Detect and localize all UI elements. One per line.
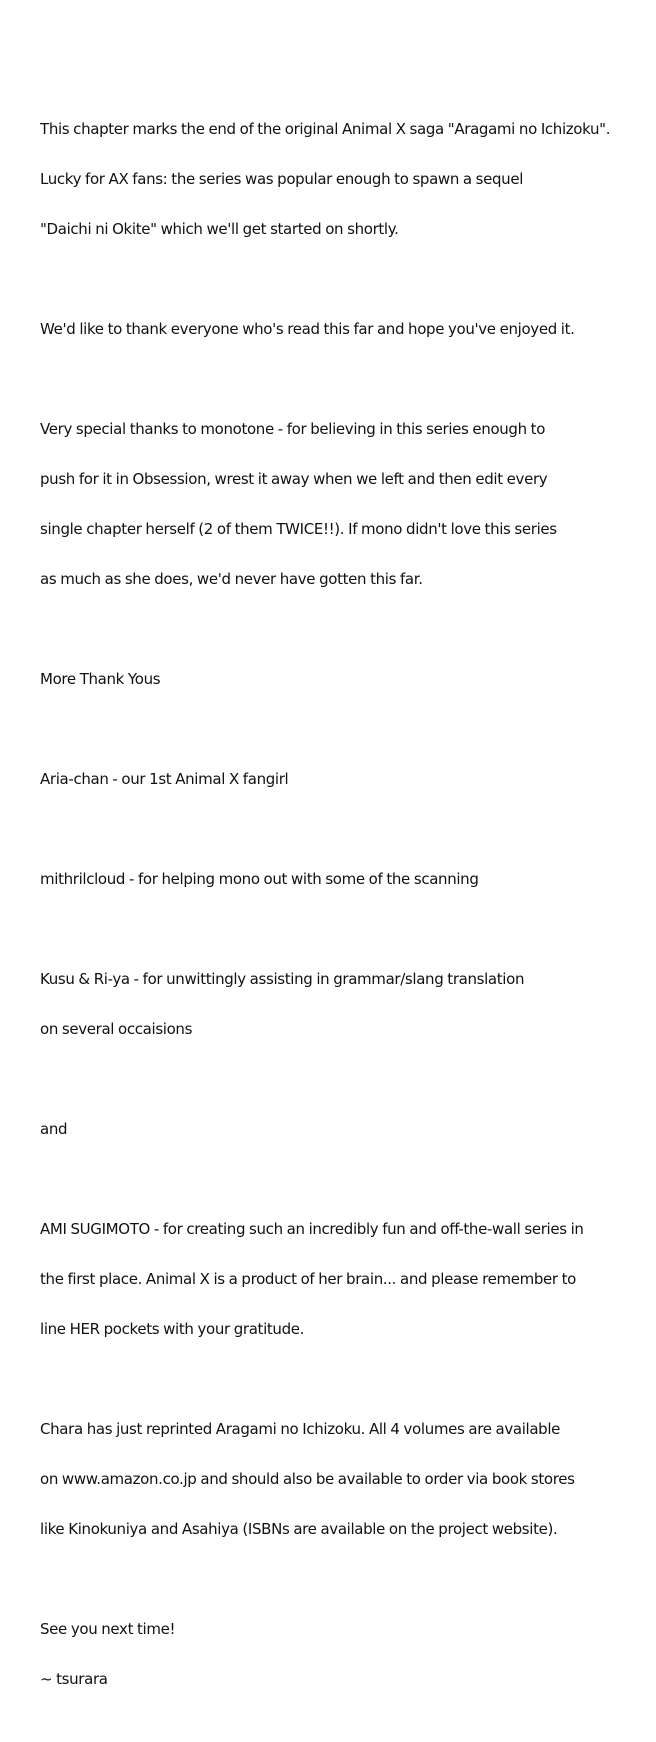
text-line: We'd like to thank everyone who's read this far and hope you've enjoyed it. [40, 320, 575, 338]
text-line: line HER pockets with your gratitude. [40, 1320, 305, 1338]
text-line: mithrilcloud - for helping mono out with some of the scanning [40, 870, 479, 888]
heading-more-thank-yous [40, 642, 650, 717]
text-line: like Kinokuniya and Asahiya (ISBNs are available on the project website). [40, 1520, 558, 1538]
paragraph-thanks-monotone [40, 392, 650, 617]
paragraph-thanks-kusu-riya [40, 942, 650, 1067]
text-line: Kusu & Ri-ya - for unwittingly assisting in grammar/slang translation [40, 970, 525, 988]
text-line: Lucky for AX fans: the series was popular enough to spawn a sequel [40, 170, 524, 188]
text-line: and [40, 1120, 68, 1138]
paragraph-and [40, 1092, 650, 1167]
text-line: See you next time! [40, 1620, 176, 1638]
signature-line: ~ tsurara [40, 1670, 108, 1688]
paragraph-saga-end [40, 92, 650, 267]
text-line: on www.amazon.co.jp and should also be available to order via book stores [40, 1470, 575, 1488]
paragraph-thanks-ami-sugimoto [40, 1192, 650, 1367]
text-line: as much as she does, we'd never have gotten this far. [40, 570, 423, 588]
text-line: Aria-chan - our 1st Animal X fangirl [40, 770, 289, 788]
text-line: "Daichi ni Okite" which we'll get started on shortly. [40, 220, 399, 238]
text-line: This chapter marks the end of the original Animal X saga "Aragami no Ichizoku". [40, 120, 611, 138]
paragraph-sign-off [40, 1592, 650, 1717]
text-line: AMI SUGIMOTO - for creating such an incredibly fun and off-the-wall series in [40, 1220, 584, 1238]
credits-page [40, 92, 650, 1742]
text-line: Very special thanks to monotone - for believing in this series enough to [40, 420, 546, 438]
paragraph-thanks-aria-chan [40, 742, 650, 817]
text-line: More Thank Yous [40, 670, 161, 688]
text-line: on several occaisions [40, 1020, 193, 1038]
paragraph-reprint-info [40, 1392, 650, 1567]
paragraph-thanks-readers [40, 292, 650, 367]
text-line: Chara has just reprinted Aragami no Ichizoku. All 4 volumes are available [40, 1420, 561, 1438]
paragraph-thanks-mithrilcloud [40, 842, 650, 917]
text-line: the first place. Animal X is a product of her brain... and please remember to [40, 1270, 576, 1288]
text-line: single chapter herself (2 of them TWICE!!). If mono didn't love this series [40, 520, 557, 538]
text-line: push for it in Obsession, wrest it away when we left and then edit every [40, 470, 548, 488]
